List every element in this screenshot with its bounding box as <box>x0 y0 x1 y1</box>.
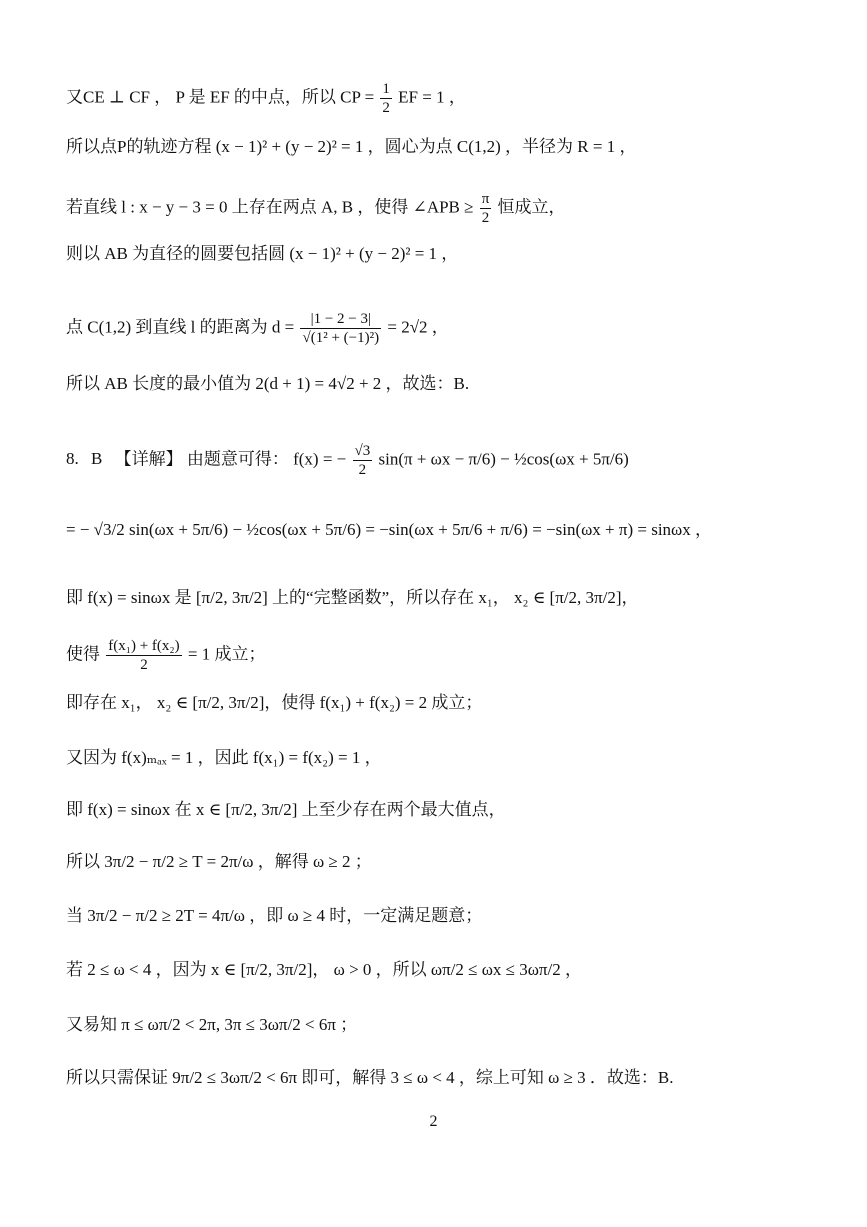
fraction-numerator: √3 <box>354 443 371 459</box>
fraction <box>300 310 381 347</box>
line-14-text: 所以 3π/2 − π/2 ≥ T = 2π/ω ，解得 ω ≥ 2 ； <box>66 852 372 871</box>
line-5-part-a: 点 C(1,2) 到直线 l 的距离为 d = <box>66 317 299 337</box>
text-line-15 <box>66 906 482 926</box>
text-line-3 <box>66 190 566 227</box>
text-line-4 <box>66 244 458 264</box>
line-11-text: 即存在 x₁， x₂ ∈ [π/2, 3π/2]，使得 f(x₁) + f(x₂) = 2 成立； <box>66 693 483 712</box>
text-line-6 <box>66 374 469 394</box>
line-5-part-b: = 2√2 ， <box>387 317 449 337</box>
fraction-denominator: 2 <box>140 657 148 673</box>
fraction-denominator: 2 <box>358 462 367 478</box>
question-number: 8. <box>66 449 79 469</box>
fraction-denominator: √(1² + (−1)²) <box>302 330 380 346</box>
line-4-text: 则以 AB 为直径的圆要包括圆 (x − 1)² + (y − 2)² = 1 ， <box>66 244 459 263</box>
line-8-text: = − √3/2 sin(ωx + 5π/6) − ½cos(ωx + 5π/6) = −sin(ωx + 5π/6 + π/6) = −sin(ωx + π) = sinωx ， <box>66 520 712 539</box>
fraction-numerator: |1 − 2 − 3| <box>300 310 381 329</box>
text-line-1 <box>66 80 466 117</box>
fraction-denominator: 2 <box>382 100 390 116</box>
line-9-text: 即 f(x) = sinωx 是 [π/2, 3π/2] 上的“完整函数”，所以存在 x₁， x₂ ∈ [π/2, 3π/2]， <box>66 588 639 607</box>
text-line-8 <box>66 520 712 540</box>
fraction-numerator: π <box>481 191 490 207</box>
answer-choice: B <box>91 449 103 469</box>
explanation-tag: 【详解】 <box>114 449 183 469</box>
fraction-numerator: f(x₁) + f(x₂) <box>108 638 180 654</box>
fraction <box>353 442 373 479</box>
text-line-12 <box>66 748 382 768</box>
fraction-denominator: 2 <box>481 210 490 226</box>
line-6-text: 所以 AB 长度的最小值为 2(d + 1) = 4√2 + 2 ，故选：B. <box>66 374 470 393</box>
fraction <box>480 190 492 227</box>
text-line-17 <box>66 1015 357 1035</box>
text-line-7 <box>66 442 629 479</box>
line-10-part-b: = 1 成立； <box>187 644 266 664</box>
line-2-text: 所以点P的轨迹方程 (x − 1)² + (y − 2)² = 1 ，圆心为点 C(1,2) ，半径为 R = 1 ， <box>66 137 637 156</box>
line-7-part-a: 由题意可得： f(x) = − <box>186 449 351 469</box>
line-17-text: 又易知 π ≤ ωπ/2 < 2π, 3π ≤ 3ωπ/2 < 6π ； <box>66 1015 358 1034</box>
line-3-part-b: 恒成立， <box>497 197 566 217</box>
line-10-part-a: 使得 <box>66 644 105 664</box>
line-16-text: 若 2 ≤ ω < 4 ，因为 x ∈ [π/2, 3π/2]， ω > 0 ，所以 ωπ/2 ≤ ωx ≤ 3ωπ/2 ， <box>66 960 582 979</box>
text-line-13 <box>66 800 506 820</box>
fraction <box>380 80 392 117</box>
text-line-2 <box>66 137 636 157</box>
text-line-16 <box>66 960 582 980</box>
text-line-10 <box>66 637 265 674</box>
line-1-part-a: 又CE ⊥ CF ， P 是 EF 的中点，所以 CP = <box>66 87 379 107</box>
line-18-text: 所以只需保证 9π/2 ≤ 3ωπ/2 < 6π 即可，解得 3 ≤ ω < 4 ，综上可知 ω ≥ 3 ．故选：B. <box>66 1068 674 1087</box>
line-3-part-a: 若直线 l : x − y − 3 = 0 上存在两点 A, B ，使得 ∠APB ≥ <box>66 197 478 217</box>
text-line-14 <box>66 852 372 872</box>
line-1-part-b: EF = 1 ， <box>398 87 466 107</box>
line-12-text: 又因为 f(x)ₘₐₓ = 1 ，因此 f(x₁) = f(x₂) = 1 ， <box>66 748 382 767</box>
line-7-part-b: sin(π + ωx − π/6) − ½cos(ωx + 5π/6) <box>378 449 629 469</box>
line-15-text: 当 3π/2 − π/2 ≥ 2T = 4π/ω ，即 ω ≥ 4 时，一定满足题意； <box>66 906 483 925</box>
text-line-5 <box>66 310 449 347</box>
text-line-11 <box>66 693 482 713</box>
fraction <box>106 637 181 674</box>
text-line-9 <box>66 588 639 608</box>
line-13-text: 即 f(x) = sinωx 在 x ∈ [π/2, 3π/2] 上至少存在两个最大值点， <box>66 800 506 819</box>
text-line-18 <box>66 1068 674 1088</box>
fraction-numerator: 1 <box>382 81 390 97</box>
page-number: 2 <box>429 1113 438 1130</box>
